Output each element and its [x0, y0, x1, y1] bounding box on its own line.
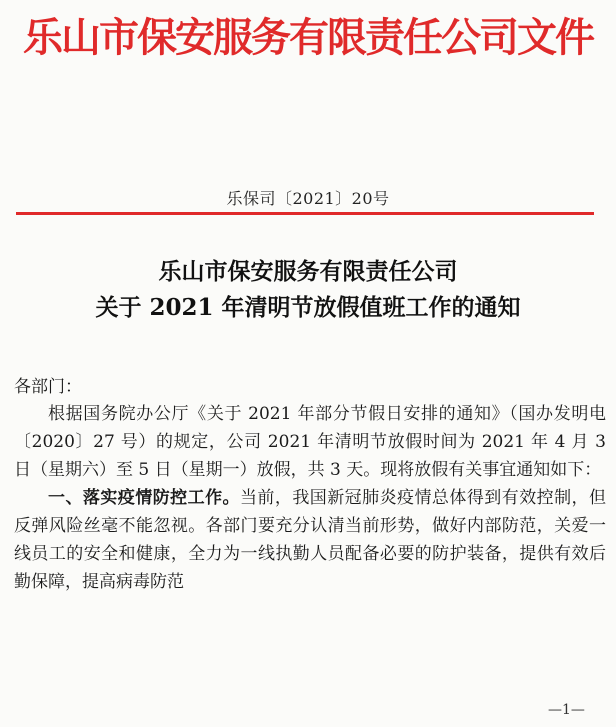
- notice-title: [0, 254, 616, 326]
- page-number: —1—: [548, 702, 585, 718]
- section-1-heading: 一、落实疫情防控工作。: [48, 488, 240, 508]
- section-1-text: 当前，我国新冠肺炎疫情总体得到有效控制，但反弹风险丝毫不能忽视。各部门要充分认清当前形势，做好内部防范，关爱一线员工的安全和健康，全力为一线执勤人员配备必要的防护装备，提供有效后勤保障，提高病毒防范: [14, 488, 607, 592]
- document-body: [14, 400, 606, 596]
- paragraph-intro: 根据国务院办公厅《关于 2021 年部分节假日安排的通知》（国办发明电〔2020〕27 号）的规定，公司 2021 年清明节放假时间为 2021 年 4 月 3 日（星期六）至 5 日（星期一）放假，共 3 天。现将放假有关事宜通知如下：: [14, 404, 606, 480]
- document-number: 乐保司〔2021〕20号: [226, 189, 390, 208]
- document-header-title: 乐山市保安服务有限责任公司文件: [23, 15, 593, 61]
- red-divider-line: [16, 212, 594, 215]
- notice-title-line1: 乐山市保安服务有限责任公司: [158, 258, 458, 285]
- paragraph-section-1: [14, 484, 606, 596]
- notice-title-line2: 关于 2021 年清明节放假值班工作的通知: [95, 294, 521, 321]
- salutation: 各部门：: [14, 377, 82, 397]
